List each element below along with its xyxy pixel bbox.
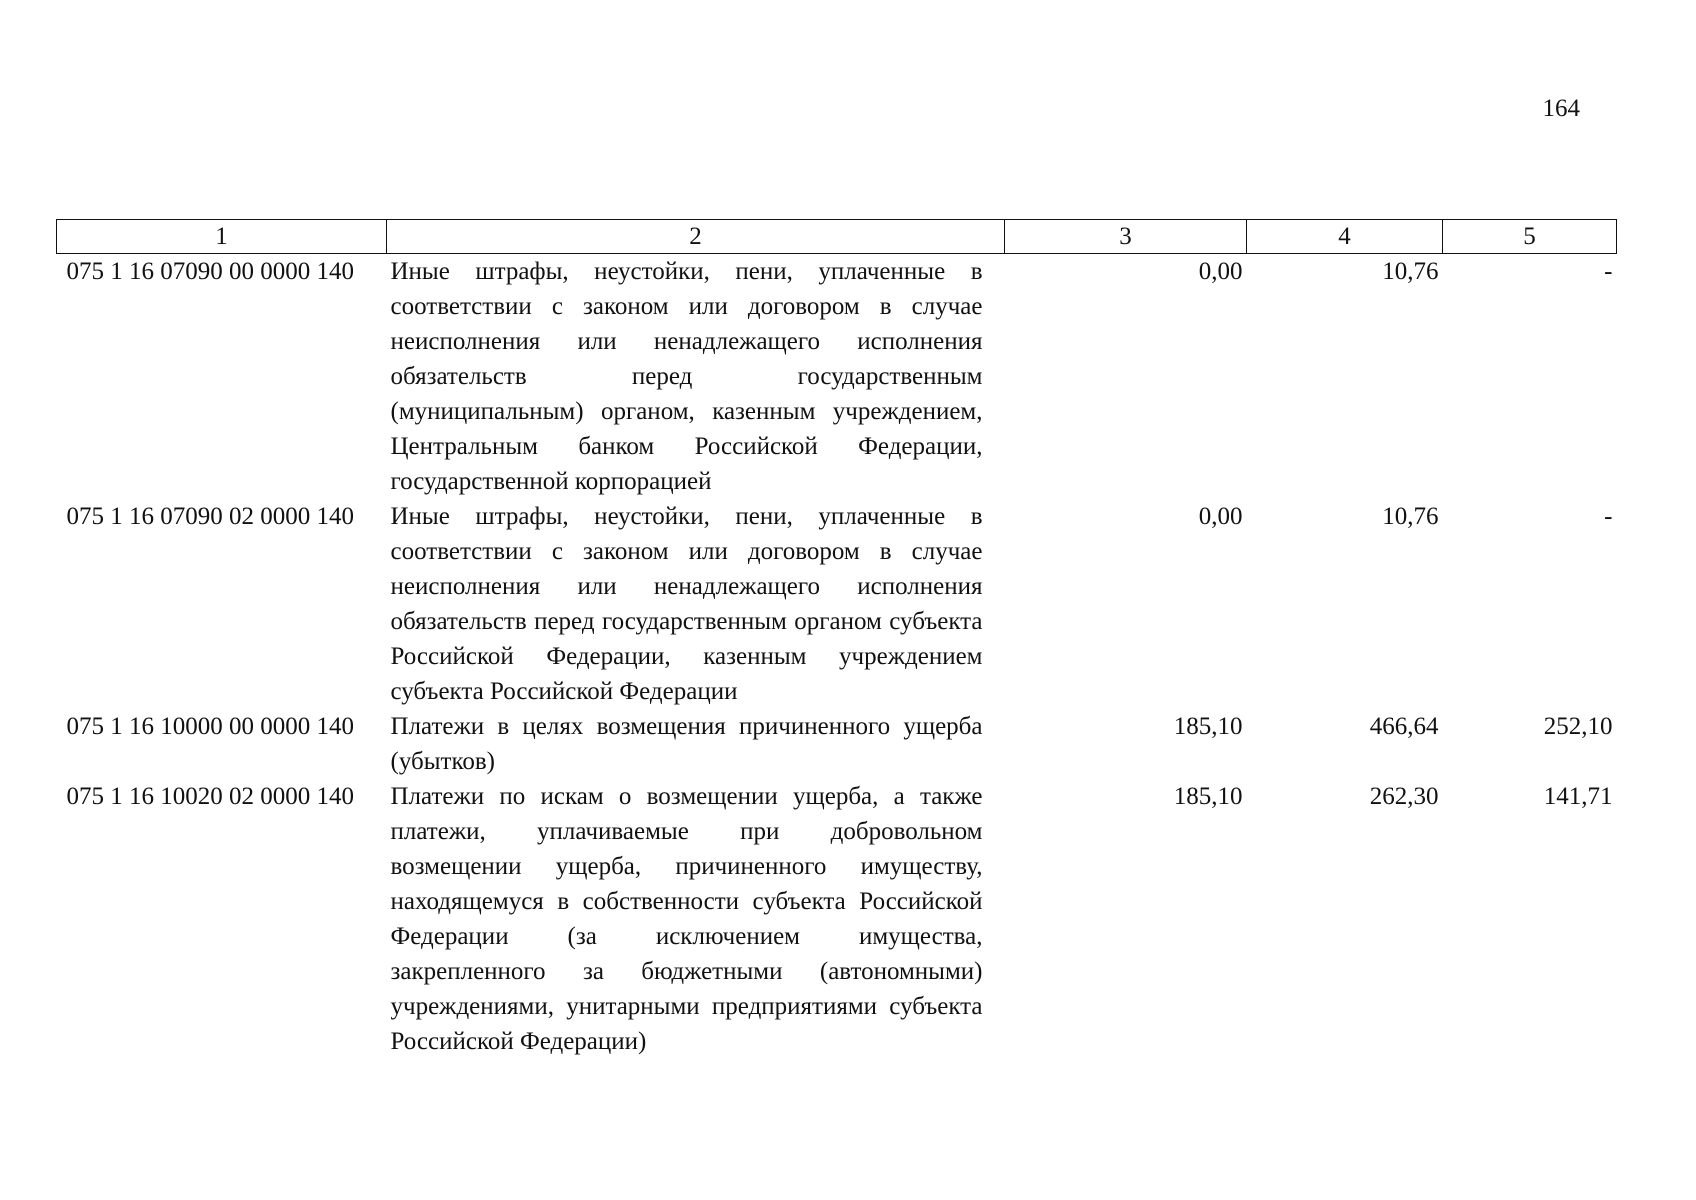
column-header-5: 5 bbox=[1443, 220, 1617, 254]
value-col-4: 262,30 bbox=[1369, 783, 1439, 810]
value-col-5: 141,71 bbox=[1543, 783, 1613, 810]
revenue-description: Платежи по искам о возмещении ущерба, а также платежи, уплачиваемые при добровольном возмещении ущерба, причиненного имуществу, находящемуся в собственности субъекта Российской Федерации (за исключением имущества, закрепленного за бюджетными (автономными) учреждениями, унитарными предприятиями субъекта Российской Федерации) bbox=[390, 783, 983, 1055]
table-row bbox=[57, 779, 1617, 1059]
page-number: 164 bbox=[1542, 95, 1580, 122]
value-col-3: 0,00 bbox=[1198, 258, 1243, 285]
column-header-1: 1 bbox=[57, 220, 387, 254]
budget-code: 075 1 16 10020 02 0000 140 bbox=[66, 783, 354, 810]
value-col-3: 185,10 bbox=[1173, 713, 1243, 740]
value-col-5: 252,10 bbox=[1543, 713, 1613, 740]
budget-code: 075 1 16 10000 00 0000 140 bbox=[66, 713, 354, 740]
table-row bbox=[57, 499, 1617, 709]
table-row bbox=[57, 254, 1617, 500]
budget-code: 075 1 16 07090 02 0000 140 bbox=[66, 503, 354, 530]
column-header-3: 3 bbox=[1005, 220, 1247, 254]
column-header-4: 4 bbox=[1247, 220, 1443, 254]
revenue-description: Иные штрафы, неустойки, пени, уплаченные в соответствии с законом или договором в случае неисполнения или ненадлежащего исполнения обязательств перед государственным органом субъекта Российской Федерации, казенным учреждением субъекта Российской Федерации bbox=[390, 503, 983, 705]
budget-revenue-table bbox=[56, 219, 1617, 1059]
value-col-5: - bbox=[1604, 258, 1613, 285]
table-row bbox=[57, 709, 1617, 779]
value-col-3: 0,00 bbox=[1198, 503, 1243, 530]
table-header-row bbox=[57, 220, 1617, 254]
value-col-4: 10,76 bbox=[1382, 258, 1439, 285]
column-header-2: 2 bbox=[387, 220, 1005, 254]
value-col-5: - bbox=[1604, 503, 1613, 530]
revenue-description: Платежи в целях возмещения причиненного ущерба (убытков) bbox=[390, 713, 983, 775]
value-col-4: 466,64 bbox=[1369, 713, 1439, 740]
value-col-3: 185,10 bbox=[1173, 783, 1243, 810]
budget-code: 075 1 16 07090 00 0000 140 bbox=[66, 258, 354, 285]
revenue-description: Иные штрафы, неустойки, пени, уплаченные в соответствии с законом или договором в случае неисполнения или ненадлежащего исполнения обязательств перед государственным (муниципальным) органом, казенным учреждением, Центральным банком Российской Федерации, государственной корпорацией bbox=[390, 258, 983, 495]
value-col-4: 10,76 bbox=[1382, 503, 1439, 530]
